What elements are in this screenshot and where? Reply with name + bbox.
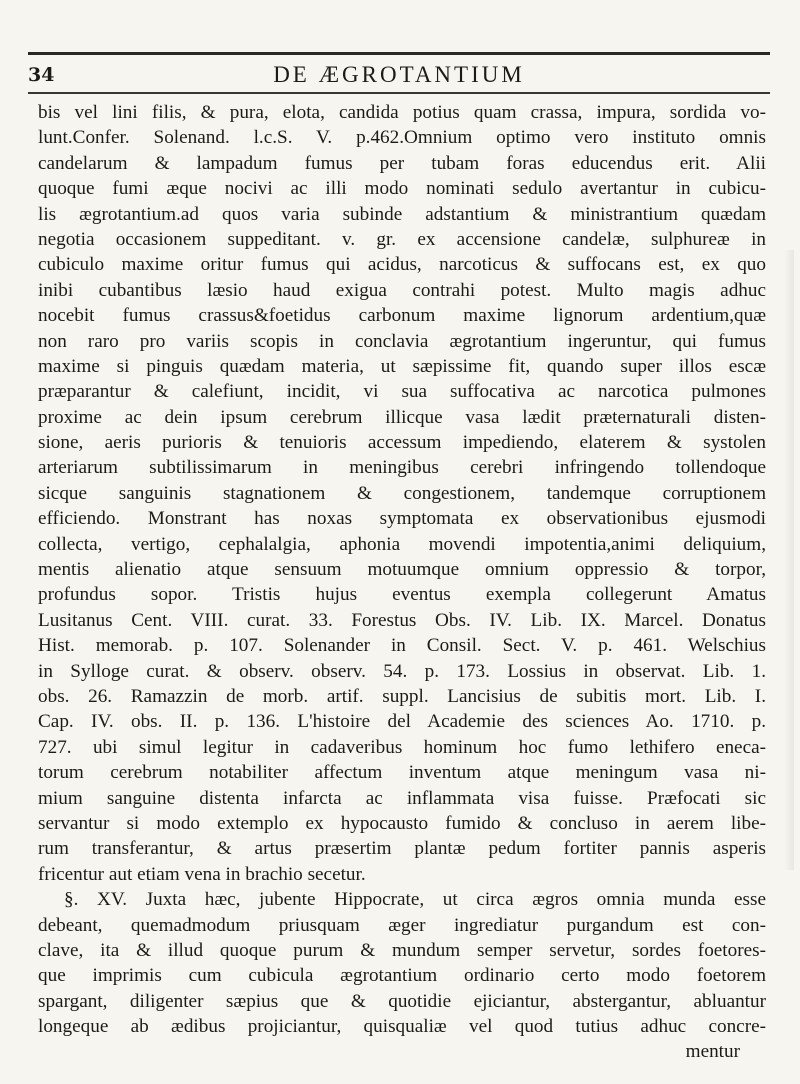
text-line: lis ægrotantium.ad quos varia subinde adstantium & ministrantium quædam: [38, 203, 766, 225]
text-line: profundus sopor. Tristis hujus eventus exempla collegerunt Amatus: [38, 584, 766, 606]
text-line: præparantur & calefiunt, incidit, vi sua suffocativa ac narcotica pulmones: [38, 381, 766, 403]
header-rule: [28, 92, 770, 94]
text-line: obs. 26. Ramazzin de morb. artif. suppl. Lancisius de subitis mort. Lib. I.: [38, 685, 766, 707]
text-line: torum cerebrum notabiliter affectum inventum atque meningum vasa ni-: [38, 762, 766, 784]
text-line: sicque sanguinis stagnationem & congestionem, tandemque corruptionem: [38, 482, 766, 504]
text-line: nocebit fumus crassus&foetidus carbonum maxime lignorum ardentium,quæ: [38, 305, 766, 327]
text-line: clave, ita & illud quoque purum & mundum semper servetur, sordes foetores-: [38, 939, 766, 961]
body-text: [38, 100, 766, 1065]
text-line: proxime ac dein ipsum cerebrum illicque vasa lædit præternaturali disten-: [38, 406, 766, 428]
page-header: [28, 62, 770, 92]
text-line: longeque ab ædibus projiciantur, quisqualiæ vel quod tutius adhuc concre-: [38, 1016, 766, 1038]
text-line: mium sanguine distenta infarcta ac inflammata visa fuisse. Præfocati sic: [38, 787, 766, 809]
text-line: negotia occasionem suppeditant. v. gr. ex accensione candelæ, sulphureæ in: [38, 228, 766, 250]
text-line: candelarum & lampadum fumus per tubam foras educendus erit. Alii: [38, 152, 766, 174]
text-line: que imprimis cum cubicula ægrotantium ordinario certo modo foetorem: [38, 965, 766, 987]
text-line: rum transferantur, & artus præsertim plantæ pedum fortiter pannis asperis: [38, 838, 766, 860]
text-line: Hist. memorab. p. 107. Solenander in Consil. Sect. V. p. 461. Welschius: [38, 635, 766, 657]
text-line: non raro pro variis scopis in conclavia ægrotantium ingeruntur, qui fumus: [38, 330, 766, 352]
text-line: efficiendo. Monstrant has noxas symptomata ex observationibus ejusmodi: [38, 508, 766, 530]
text-line: Lusitanus Cent. VIII. curat. 33. Forestus Obs. IV. Lib. IX. Marcel. Donatus: [38, 609, 766, 631]
page-number: 34: [28, 64, 55, 86]
text-line: sione, aeris purioris & tenuioris accessum impediendo, elaterem & systolen: [38, 432, 766, 454]
text-line: lunt.Confer. Solenand. l.c.S. V. p.462.Omnium optimo vero instituto omnis: [38, 127, 766, 149]
top-rule: [28, 52, 770, 55]
catchword: mentur: [685, 1041, 740, 1063]
text-line: fricentur aut etiam vena in brachio secetur.: [38, 863, 366, 885]
text-line: quoque fumi æque nocivi ac illi modo nominati sedulo avertantur in cubicu-: [38, 178, 766, 200]
text-line: maxime si pinguis quædam materia, ut sæpissime fit, quando super illos escæ: [38, 355, 766, 377]
text-line: mentis alienatio atque sensuum motuumque omnium oppressio & torpor,: [38, 559, 766, 581]
text-line: inibi cubantibus læsio haud exigua contrahi potest. Multo magis adhuc: [38, 279, 766, 301]
text-line: bis vel lini filis, & pura, elota, candida potius quam crassa, impura, sordida vo-: [38, 102, 766, 123]
text-line: in Sylloge curat. & observ. observ. 54. p. 173. Lossius in observat. Lib. 1.: [38, 660, 766, 682]
text-line: debeant, quemadmodum priusquam æger ingrediatur purgandum est con-: [38, 914, 766, 936]
text-line: arteriarum subtilissimarum in meningibus cerebri infringendo tollendoque: [38, 457, 766, 479]
text-line: spargant, diligenter sæpius que & quotidie ejiciantur, abstergantur, abluantur: [38, 990, 766, 1012]
text-line: §. XV. Juxta hæc, jubente Hippocrate, ut circa ægros omnia munda esse: [64, 889, 766, 911]
text-line: servantur si modo extemplo ex hypocausto fumido & concluso in aerem libe-: [38, 812, 766, 834]
text-line: collecta, vertigo, cephalalgia, aphonia movendi impotentia,animi deliquium,: [38, 533, 766, 555]
running-title: DE ÆGROTANTIUM: [273, 62, 525, 87]
text-line: cubiculo maxime oritur fumus qui acidus, narcoticus & suffocans est, ex quo: [38, 254, 766, 276]
page-edge-shadow: [784, 250, 794, 870]
text-line: Cap. IV. obs. II. p. 136. L'histoire del Academie des sciences Ao. 1710. p.: [38, 711, 766, 733]
text-line: 727. ubi simul legitur in cadaveribus hominum hoc fumo lethifero eneca-: [38, 736, 766, 758]
